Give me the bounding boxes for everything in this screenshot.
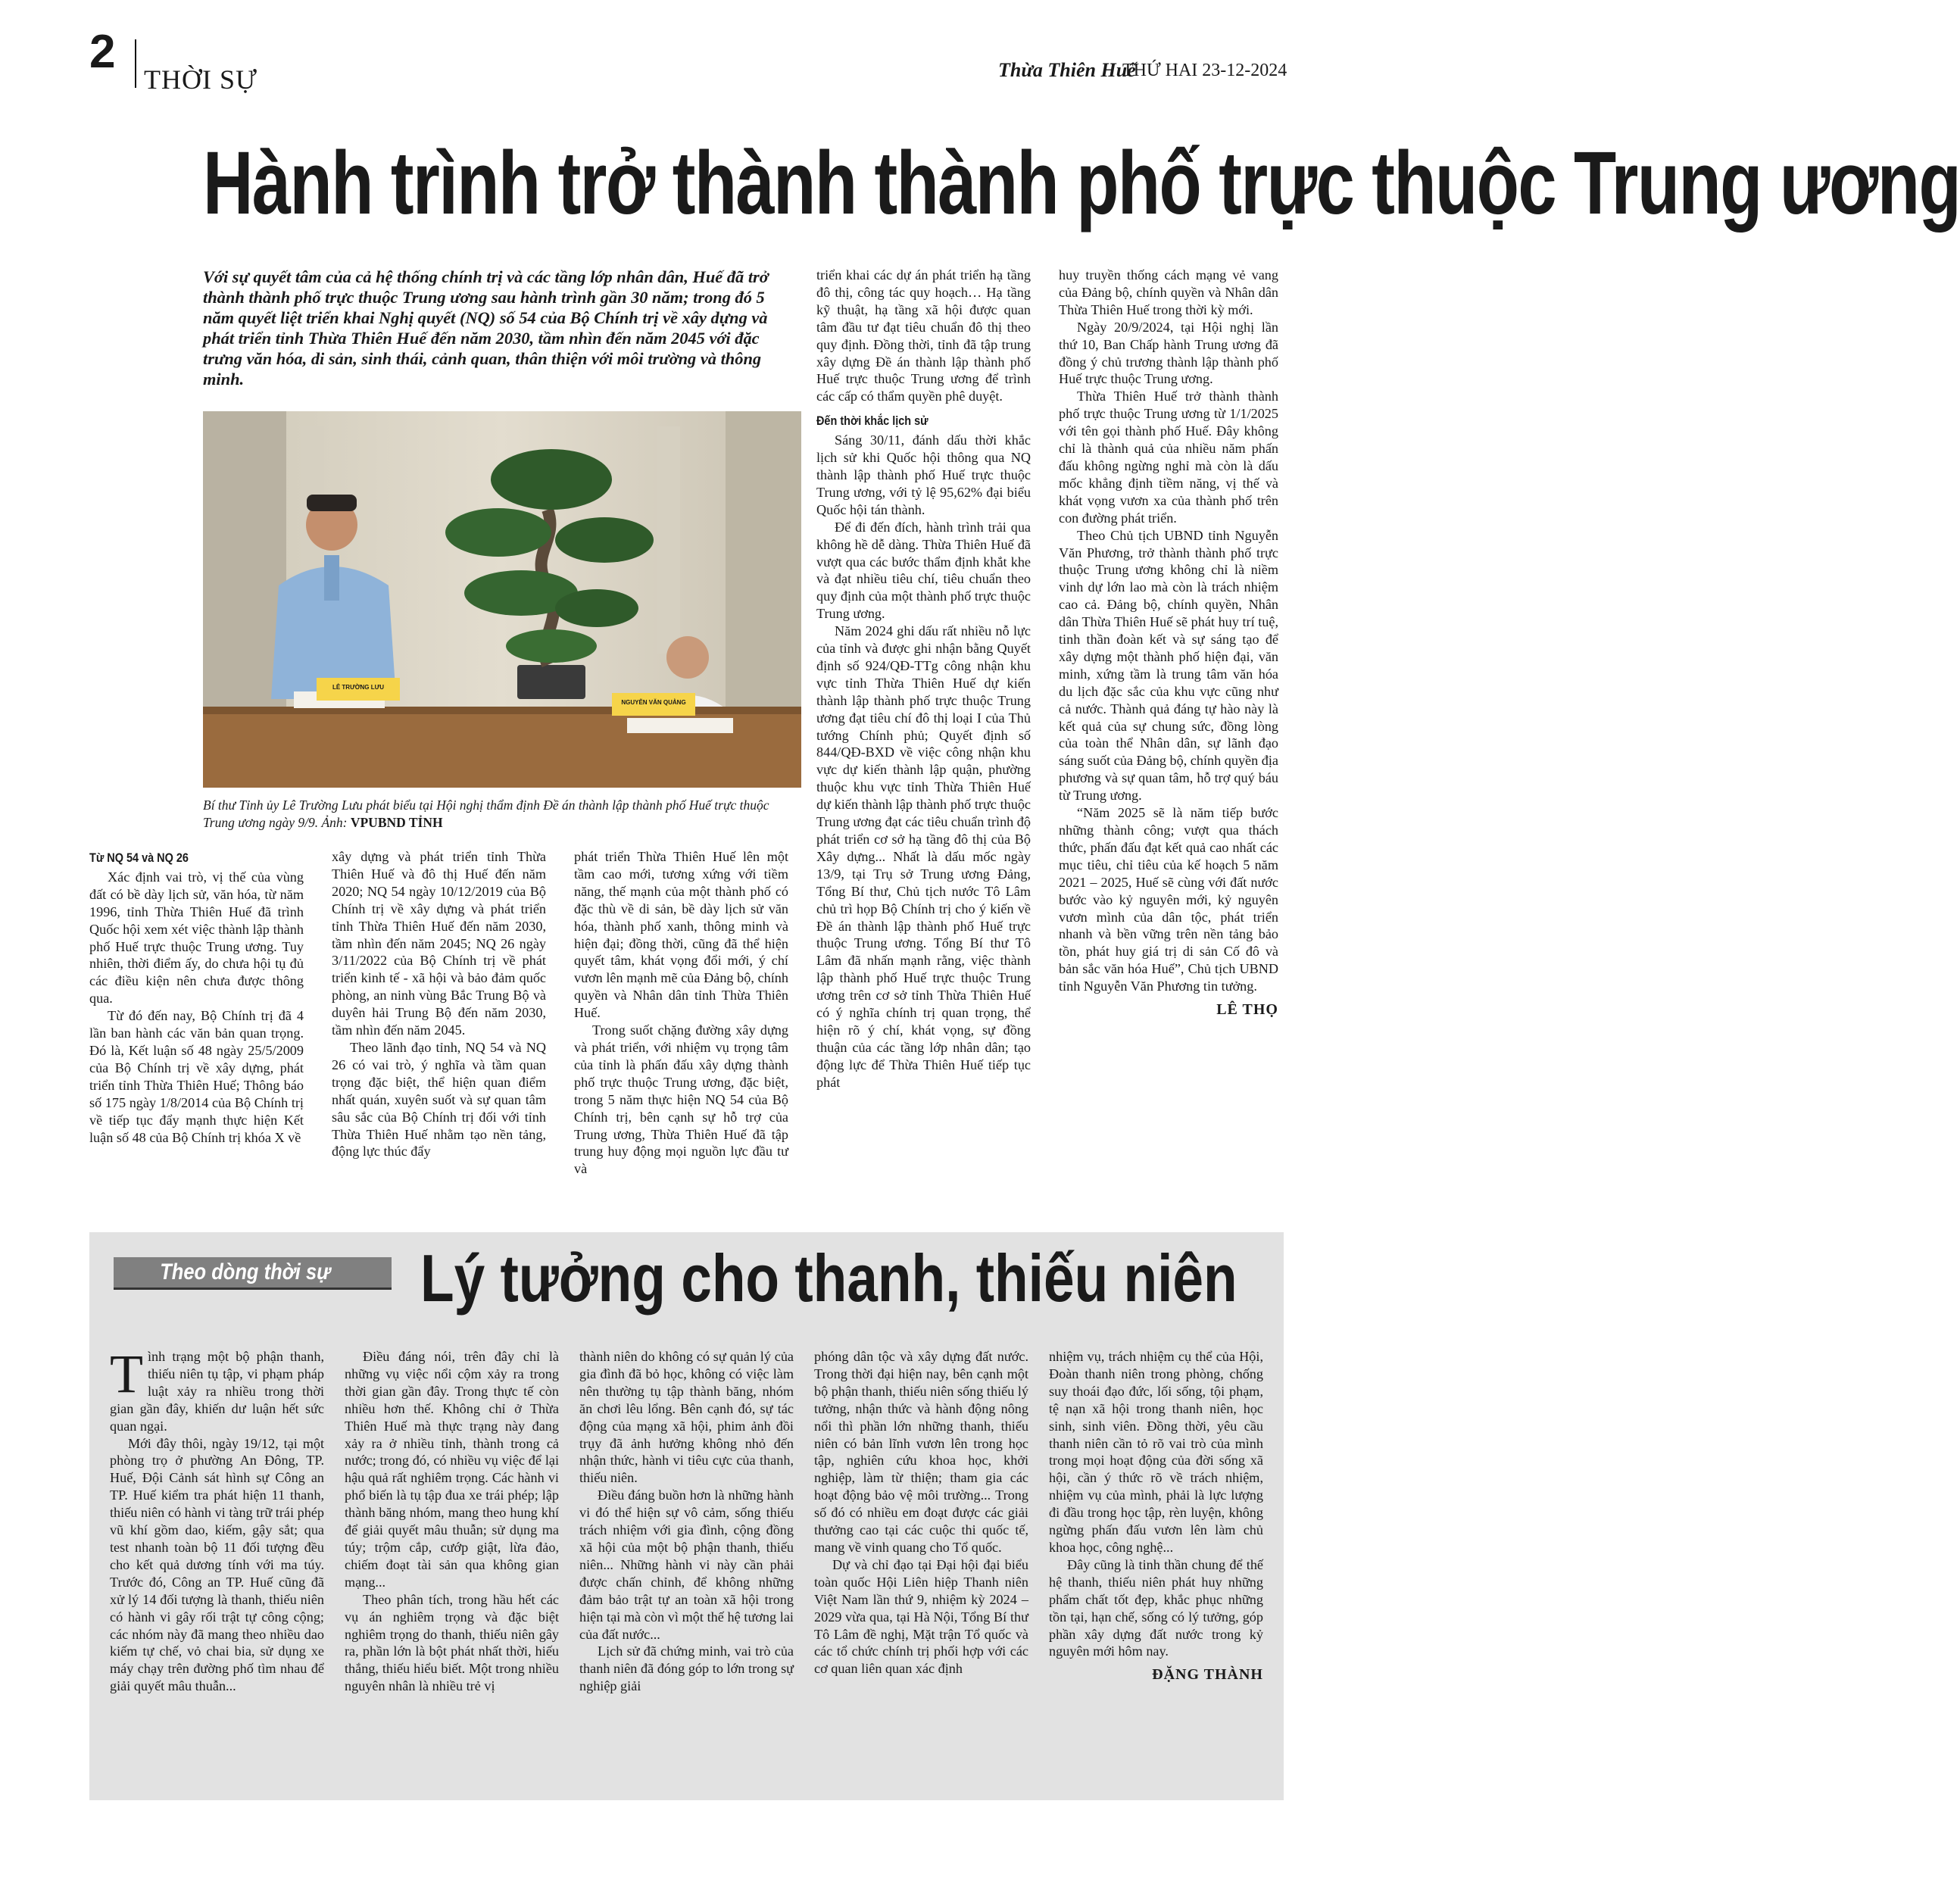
article2-column-2 — [345, 1348, 559, 1695]
paragraph: Lịch sử đã chứng minh, vai trò của thanh niên đã đóng góp to lớn trong sự nghiệp giải — [579, 1643, 794, 1694]
paragraph: Trong suốt chặng đường xây dựng và phát triển, với nhiệm vụ trọng tâm của tỉnh là phấn đấu xây dựng thành phố trực thuộc Trung ương, đặc biệt, trong 5 năm thực hiện NQ 54 của Bộ Chính trị, bên cạnh sự hỗ trợ của Trung ương, Thừa Thiên Huế đã tập trung huy động mọi nguồn lực đầu tư và — [574, 1022, 788, 1177]
paragraph: Thừa Thiên Huế trở thành thành phố trực thuộc Trung ương từ 1/1/2025 với tên gọi thành phố Huế. Đây không chỉ là thành quả của nhiều năm phấn đấu không ngừng nghỉ mà còn là dấu mốc khẳng định tiềm năng, vị thế và khát vọng vươn xa của thành phố trên con đường phát triển. — [1059, 389, 1278, 526]
article2-headline: Lý tưởng cho thanh, thiếu niên — [420, 1241, 1237, 1316]
article-headline: Hành trình trở thành thành phố trực thuộc Trung ương — [203, 133, 1960, 233]
article1-column-3 — [574, 848, 788, 1178]
placard-right: NGUYỄN VĂN QUẢNG — [621, 699, 686, 706]
paragraph: “Năm 2025 sẽ là năm tiếp bước những thành công; vượt qua thách thức, phấn đấu đạt kết quả cao nhất các mục tiêu, chỉ tiêu của kế hoạch 5 năm 2021 – 2025, Huế sẽ cùng với đất nước bước vào kỷ nguyên mới, kỷ nguyên vươn mình của dân tộc, phát triển nhanh và bền vững trên nền tảng bảo tồn, phát huy giá trị di sản Cố đô và bản sắc văn hóa Huế”, Chủ tịch UBND tỉnh Nguyễn Văn Phương tin tưởng. — [1059, 805, 1278, 994]
caption-text: Bí thư Tỉnh ủy Lê Trường Lưu phát biểu tại Hội nghị thẩm định Đề án thành lập thành phố Huế trực thuộc Trung ương ngày 9/9. Ảnh: — [203, 797, 769, 830]
paragraph: Dự và chỉ đạo tại Đại hội đại biểu toàn quốc Hội Liên hiệp Thanh niên Việt Nam lần thứ 9, nhiệm kỳ 2024 – 2029 vừa qua, tại Hà Nội, Tổng Bí thư Tô Lâm đề nghị, Mặt trận Tổ quốc và các tổ chức chính trị phối hợp với các cơ quan liên quan xác định — [814, 1556, 1028, 1677]
kicker-label: Theo dòng thời sự — [160, 1259, 331, 1284]
page-number: 2 — [89, 26, 116, 78]
article1-column-4 — [816, 267, 1031, 1091]
placard-left: LÊ TRƯỜNG LƯU — [332, 684, 385, 691]
article-photo — [203, 411, 801, 788]
photo-caption — [203, 797, 801, 832]
subheading: Từ NQ 54 và NQ 26 — [89, 851, 189, 865]
column-kicker — [114, 1257, 392, 1290]
author-byline: LÊ THỌ — [1216, 1001, 1278, 1019]
paragraph: phóng dân tộc và xây dựng đất nước. Trong thời đại hiện nay, bên cạnh một bộ phận thanh, thiếu niên sống thiếu lý tưởng, nhận thức và hành động nông nổi thì phần lớn những thanh, thiếu niên có bản lĩnh vươn lên trong học tập, nghiên cứu khoa học, khởi nghiệp, làm từ thiện; tham gia các hoạt động bảo vệ môi trường... Trong số đó có nhiều em đoạt được các giải thưởng cao tại các cuộc thi quốc tế, mang về vinh quang cho Tổ quốc. — [814, 1349, 1028, 1555]
paragraph: Theo lãnh đạo tỉnh, NQ 54 và NQ 26 có vai trò, ý nghĩa và tầm quan trọng đặc biệt, thể hiện quan điểm nhất quán, xuyên suốt và sự quan tâm sâu sắc của Bộ Chính trị đối với tỉnh Thừa Thiên Huế nhằm tạo nền tảng, động lực thúc đẩy — [332, 1039, 546, 1160]
paragraph: Đây cũng là tinh thần chung để thế hệ thanh, thiếu niên phát huy những phẩm chất tốt đẹp, khắc phục những tồn tại, hạn chế, sống có lý tưởng, góp phần xây dựng đất nước trong kỷ nguyên mới hôm nay. — [1049, 1556, 1263, 1659]
paragraph: huy truyền thống cách mạng vẻ vang của Đảng bộ, chính quyền và Nhân dân Thừa Thiên Huế trong thời kỳ mới. — [1059, 267, 1278, 317]
paragraph: Để đi đến đích, hành trình trải qua không hề dễ dàng. Thừa Thiên Huế đã vượt qua các bước thẩm định khắt khe và đạt nhiều tiêu chí, tiêu chuẩn theo quy định của một thành phố trực thuộc Trung ương. — [816, 519, 1031, 622]
drop-cap: T — [110, 1344, 143, 1404]
paragraph: Xác định vai trò, vị thế của vùng đất có bề dày lịch sử, văn hóa, từ năm 1996, tỉnh Thừa Thiên Huế đã trình Quốc hội xem xét việc thành lập thành phố Huế trực thuộc Trung ương. Tuy nhiên, thời điểm ấy, do chưa hội tụ đủ các điều kiện nên chưa được thông qua. — [89, 869, 304, 1007]
paragraph: xây dựng và phát triển tỉnh Thừa Thiên Huế và đô thị Huế đến năm 2020; NQ 54 ngày 10/12/2019 của Bộ Chính trị về xây dựng và phát triển tỉnh Thừa Thiên Huế đến năm 2030, tầm nhìn đến năm 2045; NQ 26 ngày 3/11/2022 của Bộ Chính trị về phát triển kinh tế - xã hội và bảo đảm quốc phòng, an ninh vùng Bắc Trung Bộ và duyên hải Trung Bộ đến năm 2030, tầm nhìn đến năm 2045. — [332, 849, 546, 1038]
header-divider — [135, 39, 136, 88]
paragraph: Theo phân tích, trong hầu hết các vụ án nghiêm trọng và đặc biệt nghiêm trọng do thanh, thiếu niên gây ra, phần lớn là bột phát nhất thời, hiếu thắng, thiếu hiểu biết. Một trong nhiều nguyên nhân là nhiều trẻ vị — [345, 1591, 559, 1694]
paragraph: Sáng 30/11, đánh dấu thời khắc lịch sử khi Quốc hội thông qua NQ thành lập thành phố Huế trực thuộc Trung ương, với tỷ lệ 95,62% đại biểu Quốc hội tán thành. — [816, 432, 1031, 517]
paragraph: nhiệm vụ, trách nhiệm cụ thể của Hội, Đoàn thanh niên trong phòng, chống suy thoái đạo đức, lối sống, tội phạm, tệ nạn xã hội trong thanh niên, học sinh, sinh viên. Đồng thời, yêu cầu thanh niên cần tỏ rõ vai trò của mình trong mọi hoạt động của đời sống xã hội, cần ý thức rõ về trách nhiệm, nhiệm vụ của mình, phải là lực lượng đi đầu trong học tập, rèn luyện, không ngừng phấn đấu vươn lên làm chủ khoa học, công nghệ... — [1049, 1349, 1263, 1555]
article2-column-1 — [110, 1344, 324, 1695]
paragraph: Năm 2024 ghi dấu rất nhiều nỗ lực của tỉnh và được ghi nhận bằng Quyết định số 924/QĐ-TTg công nhận khu vực tỉnh Thừa Thiên Huế dự kiến thành lập thành phố trực thuộc Trung ương đạt tiêu chí đô thị loại I của Thủ tướng Chính phủ; Quyết định số 844/QĐ-BXD về việc công nhận khu vực dự kiến thành lập quận, phường thuộc khu vực tỉnh Thừa Thiên Huế dự kiến thành lập thành phố trực thuộc Trung ương đạt các tiêu chuẩn trình độ phát triển cơ sở hạ tầng đô thị của Bộ Xây dựng... Nhất là dấu mốc ngày 13/9, tại Trụ sở Trung ương Đảng, Tổng Bí thư, Chủ tịch nước Tô Lâm chủ trì họp Bộ Chính trị cho ý kiến về Đề án thành lập thành phố Huế trực thuộc Trung ương. Tổng Bí thư Tô Lâm đã nhấn mạnh rằng, việc thành lập thành phố Huế trực thuộc Trung ương trên cơ sở tỉnh Thừa Thiên Huế có ý nghĩa chính trị quan trọng, thể hiện rõ ý chí, khát vọng, sự đồng thuận của các tầng lớp nhân dân; tạo động lực để Thừa Thiên Huế tiếp tục phát — [816, 623, 1031, 1090]
article2-column-4 — [814, 1348, 1028, 1678]
article1-column-5 — [1059, 267, 1278, 1019]
paragraph: triển khai các dự án phát triển hạ tầng đô thị, công tác quy hoạch… Hạ tầng kỹ thuật, hạ tầng xã hội được quan tâm đầu tư đạt tiêu chuẩn đô thị theo quy định. Đồng thời, tỉnh đã tập trung xây dựng Đề án thành lập thành phố Huế trực thuộc Trung ương để trình các cấp có thẩm quyền phê duyệt. — [816, 267, 1031, 404]
paragraph: Ngày 20/9/2024, tại Hội nghị lần thứ 10, Ban Chấp hành Trung ương đã đồng ý chủ trương thành lập thành phố Huế trực thuộc Trung ương. — [1059, 319, 1278, 387]
paragraph: thành niên do không có sự quản lý của gia đình đã bỏ học, không có việc làm nên thường tụ tập thành băng, nhóm ăn chơi lêu lổng. Bên cạnh đó, sự tác động của mạng xã hội, phim ảnh đồi trụy đã ảnh hưởng không nhỏ đến nhận thức, hành vi tiêu cực của thanh, thiếu niên. — [579, 1349, 794, 1486]
article1-column-1 — [89, 848, 304, 1146]
article2-column-3 — [579, 1348, 794, 1695]
subheading: Đến thời khắc lịch sử — [816, 414, 929, 429]
issue-date: THỨ HAI 23-12-2024 — [1122, 61, 1287, 80]
paragraph: Mới đây thôi, ngày 19/12, tại một phòng trọ ở phường An Đông, TP. Huế, Đội Cảnh sát hình sự Công an TP. Huế kiểm tra phát hiện 11 thanh, thiếu niên có hành vi tàng trữ trái phép vũ khí gồm dao, kiếm, gậy sắt; qua test nhanh toàn bộ 11 đối tượng đều cho kết quả dương tính với ma túy. Trước đó, Công an TP. Huế cũng đã xử lý 14 đối tượng là thanh, thiếu niên có hành vi gây rối trật tự công cộng; các nhóm này đã mang theo nhiều dao kiếm tự chế, vỏ chai bia, sử dụng xe máy chạy trên đường phố tìm nhau để giải quyết mâu thuẫn... — [110, 1435, 324, 1694]
paragraph — [110, 1344, 324, 1435]
meeting-photo-illustration — [203, 411, 801, 788]
paragraph: phát triển Thừa Thiên Huế lên một tầm cao mới, tương xứng với tiềm năng, thế mạnh của một thành phố có đặc thù về di sản, bề dày lịch sử văn hóa, thành phố xanh, thông minh và hiện đại; đồng thời, cũng đã thể hiện quyết tâm, khát vọng đổi mới, ý chí vươn lên mạnh mẽ của Đảng bộ, chính quyền và Nhân dân tỉnh Thừa Thiên Huế. — [574, 849, 788, 1021]
paragraph: Điều đáng buồn hơn là những hành vi đó thể hiện sự vô cảm, sống thiếu trách nhiệm với gia đình, cộng đồng xã hội của một bộ phận thanh, thiếu niên... Những hành vi này cần phải được chấn chỉnh, để không những đảm bảo trật tự an toàn xã hội trong hiện tại mà còn vì một thế hệ tương lai của đất nước... — [579, 1487, 794, 1642]
paragraph: Điều đáng nói, trên đây chỉ là những vụ việc nổi cộm xảy ra trong thời gian gần đây. Trong thực tế còn nhiều hơn thế. Không chỉ ở Thừa Thiên Huế mà thực trạng này đang xảy ra ở nhiều tỉnh, thành trong cả nước; trong đó, có nhiều vụ việc để lại hậu quả rất nghiêm trọng. Các hành vi phổ biến là tụ tập đua xe trái phép; lập thành băng nhóm, mang theo hung khí để giải quyết mâu thuẫn; sử dụng ma túy; trộm cắp, cướp giật, lừa đảo, chiếm đoạt tài sản qua không gian mạng... — [345, 1349, 559, 1590]
section-title: THỜI SỰ — [144, 64, 257, 95]
caption-credit: VPUBND TỈNH — [350, 815, 443, 830]
author-byline: ĐẶNG THÀNH — [1152, 1666, 1263, 1684]
paragraph-text: ình trạng một bộ phận thanh, thiếu niên tụ tập, vi phạm pháp luật xảy ra nhiều trong thời gian gần đây, khiến dư luận hết sức quan ngại. — [110, 1349, 324, 1434]
article-lead: Với sự quyết tâm của cả hệ thống chính trị và các tầng lớp nhân dân, Huế đã trở thành thành phố trực thuộc Trung ương sau hành trình gần 30 năm; trong đó 5 năm quyết liệt triển khai Nghị quyết (NQ) số 54 của Bộ Chính trị về xây dựng và phát triển tỉnh Thừa Thiên Huế đến năm 2030, tầm nhìn đến năm 2045 với đặc trưng văn hóa, di sản, sinh thái, cảnh quan, thân thiện với môi trường và thông minh. — [203, 267, 769, 389]
article2-column-5 — [1049, 1348, 1263, 1684]
article1-column-2 — [332, 848, 546, 1160]
newspaper-name: Thừa Thiên Huế — [998, 59, 1136, 81]
paragraph: Theo Chủ tịch UBND tỉnh Nguyễn Văn Phương, trở thành thành phố trực thuộc Trung ương không chỉ là niềm vinh dự lớn lao mà còn là trách nhiệm cao cả. Đảng bộ, chính quyền, Nhân dân Thừa Thiên Huế sẽ phát huy trí tuệ, tinh thần đoàn kết và sự sáng tạo để xây dựng một thành phố hiện đại, văn minh, xứng tầm là trung tâm văn hóa du lịch đặc sắc của khu vực cũng như cả nước. Thành quả đáng tự hào này là kết quả của sự chung sức, đồng lòng của toàn thể Nhân dân, sự lãnh đạo sáng suốt của Đảng bộ, chính quyền địa phương và sự quan tâm, hỗ trợ quý báu từ Trung ương. — [1059, 527, 1278, 804]
paragraph: Từ đó đến nay, Bộ Chính trị đã 4 lần ban hành các văn bản quan trọng. Đó là, Kết luận số 48 ngày 25/5/2009 của Bộ Chính trị về xây dựng, phát triển tỉnh Thừa Thiên Huế; Thông báo số 175 ngày 1/8/2014 của Bộ Chính trị về tiếp tục đẩy mạnh thực hiện Kết luận số 48 của Bộ Chính trị khóa X về — [89, 1008, 304, 1145]
